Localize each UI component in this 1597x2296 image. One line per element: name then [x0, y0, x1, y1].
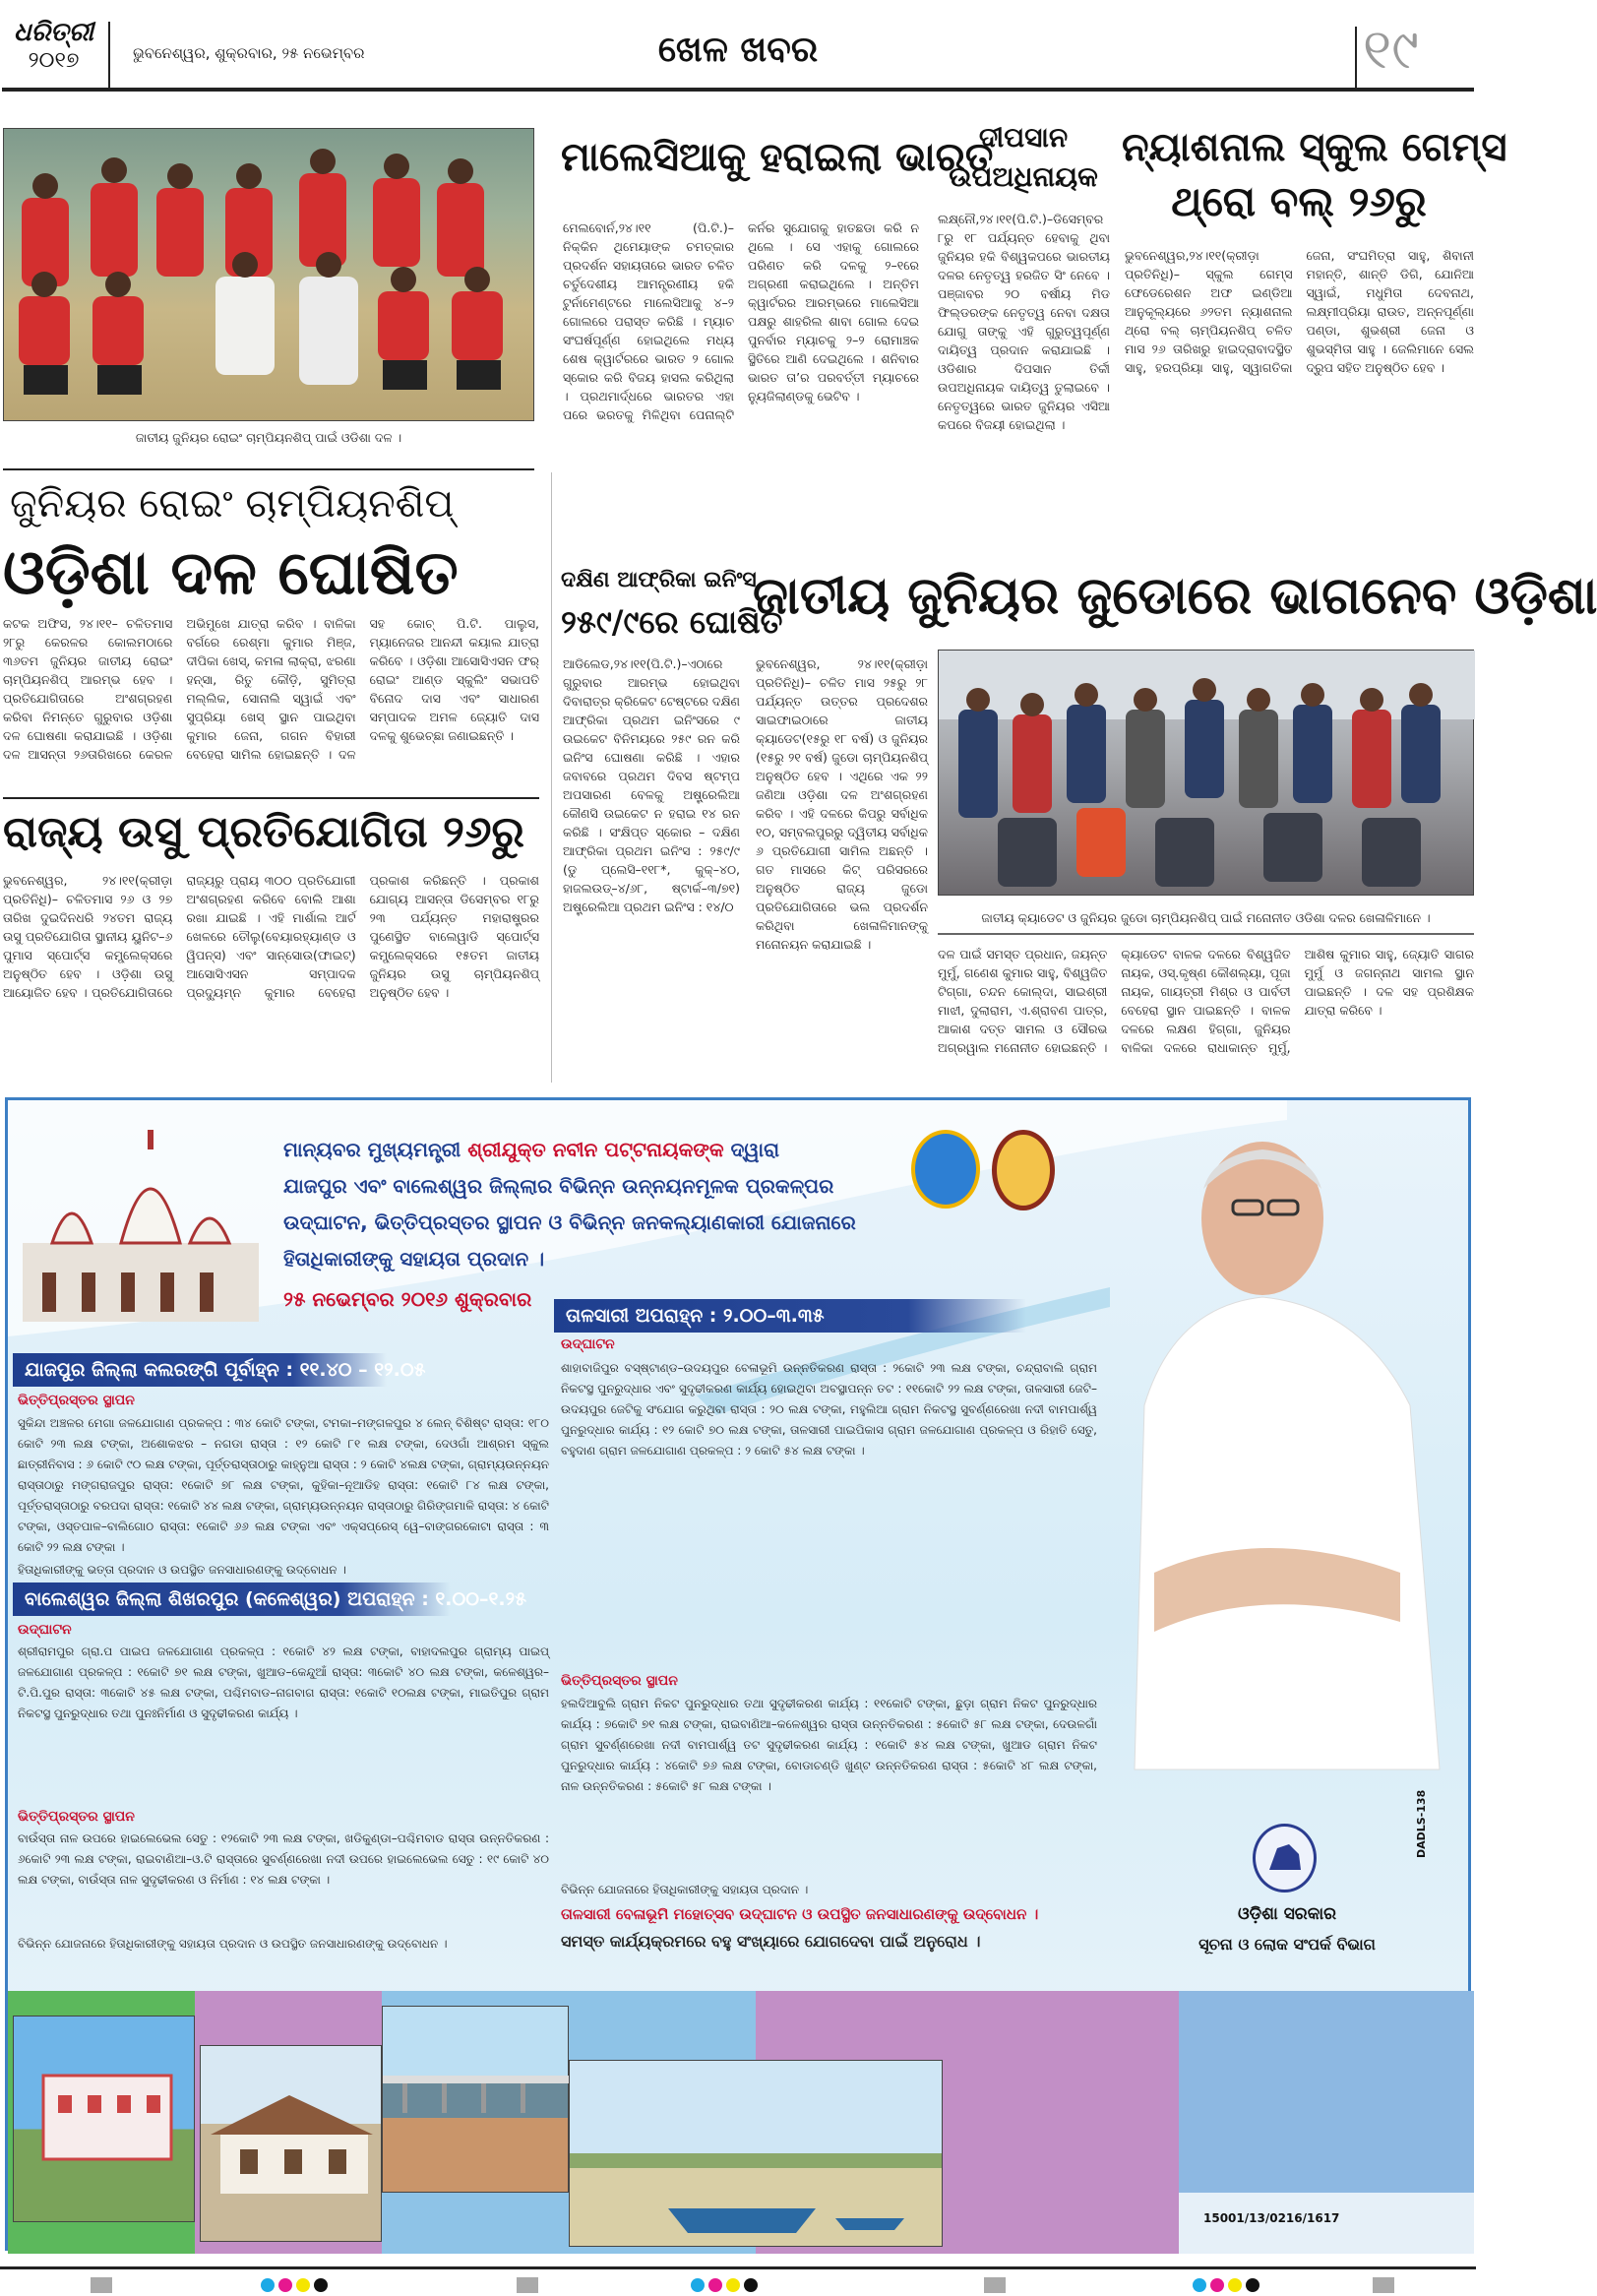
judo-article-body-left: ଭୁବନେଶ୍ୱର, ୨୪।୧୧(କ୍ରୀଡ଼ା ପ୍ରତିନିଧି)– ଚଳିତ ମାସ ୨୫ରୁ ୨୮ ପର୍ଯ୍ୟନ୍ତ ଉତ୍ତର ପ୍ରଦେଶର ସାଇଫାଇଠାରେ ଜାତୀୟ କ୍ୟାଡେଟ(୧୫ରୁ ୧୮ ବର୍ଷ) ଓ ଜୁନିୟର (୧୫ରୁ ୨୧ ବର୍ଷ) ଜୁଡୋ ଚାମ୍ପିୟନଶିପ୍ ଅନୁଷ୍ଠିତ ହେବ । ଏଥିରେ ଏକ ୨୨ ଜଣିଆ ଓଡ଼ିଶା ଦଳ ଅଂଶଗ୍ରହଣ କରିବ । ଏହି ଦଳରେ କିପରୁ ସର୍ବାଧିକ ୧୦, ସମ୍ବଲପୁରରୁ ଦ୍ୱିତୀୟ ସର୍ବାଧିକ ୬ ପ୍ରତିଯୋଗୀ ସାମିଲ ଅଛନ୍ତି । ଗତ ମାସରେ କିଟ୍ ପରିସରରେ ଅନୁଷ୍ଠିତ ରାଜ୍ୟ ଜୁଡୋ ପ୍ରତିଯୋଗିତାରେ ଭଲ ପ୍ରଦର୍ଶନ କରିଥିବା ଖେଳାଳିମାନଙ୍କୁ ମନୋନୟନ କରାଯାଇଛି । [756, 656, 928, 952]
judo-article-body-bottom: ଦଳ ପାଇଁ ସମସ୍ତ ପ୍ରଧାନ, ଜୟନ୍ତ ମୁର୍ମୁ, ଗଣେଶ କୁମାର ସାହୁ, ବିଶ୍ୱଜିତ ଟିଗ୍ଗା, ଚନ୍ଦନ କୋଲ୍ଦା, ସାଇଶ୍ରୀ ମାଝୀ, ଦୁଲାରାମ, ଏ.ଶ୍ରାବଣ ପାତ୍ର, ଆକାଶ ଦତ୍ତ ସାମଲ ଓ ସୌରଭ ଅଗ୍ରୱାଲ ମନୋନୀତ ହୋଇଛନ୍ତି । କ୍ୟାଡେଟ ବାଳକ ଦଳରେ ବିଶ୍ୱଜିତ ନାୟକ, ଓସ୍.କୃଷ୍ଣ କୌଶଲ୍ୟା, ପୂଜା ନାୟକ, ଗାୟତ୍ରୀ ମିଶ୍ର ଓ ପାର୍ବତୀ ବେହେରା ସ୍ଥାନ ପାଇଛନ୍ତି । ବାଳକ ଦଳରେ ଲକ୍ଷଣ ହିଗ୍ଗା, ଜୁନିୟର ବାଳିକା ଦଳରେ ରାଧାକାନ୍ତ ମୁର୍ମୁ, ଆଶିଷ କୁମାର ସାହୁ, ଜ୍ୟୋତି ସାଗର ମୁର୍ମୁ ଓ ଜଗନ୍ନାଥ ସାମଲ ସ୍ଥାନ ପାଇଛନ୍ତି । ଦଳ ସହ ପ୍ରଶିକ୍ଷକ ଯାତ୍ରା କରିବେ । [938, 947, 1474, 1055]
judo-players-image [939, 651, 1475, 897]
centenary-logo [911, 1130, 980, 1209]
building-photo-1 [13, 2016, 195, 2222]
rowing-headline: ଓଡ଼ିଶା ଦଳ ଘୋଷିତ [3, 536, 459, 608]
chief-minister-photo [1115, 1110, 1469, 1769]
rowing-kicker: ଜୁନିୟର ରୋଇଂ ଚାମ୍ପିୟନଶିପ୍ [10, 481, 455, 527]
team-figures-image [4, 129, 535, 422]
malaysia-article-body: ମେଲବୋର୍ନ,୨୪।୧୧ (ପି.ଟି.)– ନିକ୍କିନ ଥିମେୟାଙ୍କ ଚମତ୍କାର ପ୍ରଦର୍ଶନ ସହାୟତାରେ ଭାରତ ଚଳିତ ଚର୍ତୁଦେଶୀୟ ଆମନ୍ତ୍ରଣୀୟ ହକି ଟୁର୍ନାମେଣ୍ଟରେ ମାଲେସିଆକୁ ୪–୨ ଗୋଲରେ ପରାସ୍ତ କରିଛି । ମ୍ୟାଚ ସଂଘର୍ଷପୂର୍ଣ୍ଣ ହୋଇଥିଲେ ମଧ୍ୟ ଶେଷ କ୍ୱାର୍ଟରରେ ଭାରତ ୨ ଗୋଲ ସ୍କୋର କରି ବିଜୟ ହାସଲ କରିଥିଲା । ପ୍ରଥମାର୍ଦ୍ଧରେ ଭାରତର ଏହା ପରେ ଭରତକୁ ମିଳିଥିବା ପେନାଲ୍ଟି କର୍ନର ସୁଯୋଗକୁ ହାତଛଡା କରି ନ ଥିଲେ । ସେ ଏହାକୁ ଗୋଲରେ ପରିଣତ କରି ଦଳକୁ ୨–୧ରେ ଅଗ୍ରଣୀ କରାଇଥିଲେ । ଅନ୍ତିମ କ୍ୱାର୍ଟରର ଆରମ୍ଭରେ ମାଲେସିଆ ପକ୍ଷରୁ ଶାହରିଲ ଶାବା ଗୋଲ ଦେଇ ପୁନର୍ବାର ମ୍ୟାଚକୁ ୨–୨ ରୋମାଞ୍ଚକ ସ୍ଥିତିରେ ଆଣି ଦେଇଥିଲେ । ଶନିବାର ଭାରତ ତା’ର ପରବର୍ତ୍ତୀ ମ୍ୟାଚରେ ନ୍ୟୁଜିଲାଣ୍ଡକୁ ଭେଟିବ । [563, 220, 919, 422]
ad-headline-line: ଯାଜପୁର ଏବଂ ବାଲେଶ୍ୱର ଜିଲ୍ଲାର ବିଭିନ୍ନ ଉନ୍ନୟନମୂଳକ ପ୍ରକଳ୍ପର [283, 1174, 834, 1198]
project-photo-strip [8, 1991, 1474, 2254]
balasore-closing-text: ବିଭିନ୍ନ ଯୋଜନାରେ ହିତାଧିକାରୀଙ୍କୁ ସହାୟତା ପ୍ରଦାନ ଓ ଉପସ୍ଥିତ ଜନସାଧାରଣଙ୍କୁ ଉଦ୍‌ବୋଧନ । [18, 1937, 448, 1951]
judo-team-photo [938, 650, 1474, 896]
school-games-headline-1: ନ୍ୟାଶନାଲ ସ୍କୁଲ ଗେମ୍ସ [1122, 125, 1507, 170]
ad-headline-line: ହିତାଧିକାରୀଙ୍କୁ ସହାୟତା ପ୍ରଦାନ । [283, 1247, 545, 1271]
wushu-headline: ରାଜ୍ୟ ଉସୁ ପ୍ରତିଯୋଗିତା ୨୬ରୁ [3, 807, 524, 857]
talsari-foundation-label: ଭିତ୍ତିପ୍ରସ୍ତର ସ୍ଥାପନ [561, 1673, 678, 1689]
jajpur-projects-text: ସୁକିନ୍ଦା ଅଞ୍ଚଳର ମେଗା ଜଳଯୋଗାଣ ପ୍ରକଳ୍ପ : ୩୪ କୋଟି ଟଙ୍କା, ଟମକା–ମଙ୍ଗଳପୁର ୪ ଲେନ୍ ବିଶିଷ୍ଟ ରାସ୍ତା: ୧୮୦ କୋଟି ୨୩ ଲକ୍ଷ ଟଙ୍କା, ଅଶୋକଝର – ନଗଡା ରାସ୍ତା : ୧୨ କୋଟି ୮୧ ଲକ୍ଷ ଟଙ୍କା, ଦେଓଗାଁ ଆଶ୍ରମ ସ୍କୁଲ ଛାତ୍ରୀନିବାସ : ୬ କୋଟି ୯୦ ଲକ୍ଷ ଟଙ୍କା, ପୂର୍ତ୍ତରାସ୍ତାଠାରୁ କାହ୍ନୁଆ ରାସ୍ତା : ୨ କୋଟି ୪ଲକ୍ଷ ଟଙ୍କା, ଗ୍ରାମ୍ୟଉନ୍ନୟନ ରାସ୍ତାଠାରୁ ମଙ୍ଗରାଜପୁର ରାସ୍ତା: ୧କୋଟି ୭୮ ଲକ୍ଷ ଟଙ୍କା, କୁହିକା–ନୂଆଡିହ ରାସ୍ତା: ୧କୋଟି ୮୪ ଲକ୍ଷ ଟଙ୍କା, ପୂର୍ତ୍ତରାସ୍ତାଠାରୁ ବରପଦା ରାସ୍ତା: ୧କୋଟି ୪୪ ଲକ୍ଷ ଟଙ୍କା, ଗ୍ରାମ୍ୟଉନ୍ନୟନ ରାସ୍ତାଠାରୁ ଗିରିଙ୍ଗମାଳି ରାସ୍ତା: ୪ କୋଟି ଟଙ୍କା, ଓସ୍ତପାଳ–ବାଲିଗୋଠ ରାସ୍ତା: ୧କୋଟି ୬୬ ଲକ୍ଷ ଟଙ୍କା ଏବଂ ଏକ୍ସପ୍ରେସ୍ ୱେ–ବାଙ୍ଗରକୋଟା ରାସ୍ତା : ୩ କୋଟି ୨୨ ଲକ୍ଷ ଟଙ୍କା । [18, 1416, 549, 1554]
building-photo-2 [200, 2045, 382, 2242]
school-games-article-body: ଭୁବନେଶ୍ୱର,୨୪।୧୧(କ୍ରୀଡ଼ା ପ୍ରତିନିଧି)– ସ୍କୁଲ ଗେମ୍ସ ଫେଡେରେଶନ ଅଫ ଇଣ୍ଡିଆ ଆନୁକୂଲ୍ୟରେ ୬୨ତମ ନ୍ୟାଶନାଲ ଥ୍ରୋ ବଲ୍ ଚାମ୍ପିୟନଶିପ୍ ଚଳିତ ମାସ ୨୬ ତାରିଖରୁ ହାଇଦ୍ରାବାଦସ୍ଥିତ ସାହୁ, ହରପ୍ରିୟା ସାହୁ, ସ୍ୱାଗତିକା ଜେନା, ସଂଘମିତ୍ରା ସାହୁ, ଶିବାନୀ ମହାନ୍ତି, ଶାନ୍ତି ଡିଗି, ଯୋନିଆ ସ୍ୱାଇଁ, ମଧୁମିତା ଦେବନାଥ, ଲକ୍ଷ୍ମୀପ୍ରିୟା ରାଉତ, ଅନ୍ନପୂର୍ଣ୍ଣା ପଣ୍ଡା, ଶୁଭଶ୍ରୀ ଜେନା ଓ ଶୁଭସ୍ମିତା ସାହୁ । ଜେଲିମାନେ ସେଲ ଦ୍ରୁପ ସହିତ ଅନୁଷ୍ଠିତ ହେବ । [1125, 248, 1474, 375]
judo-headline: ଜାତୀୟ ଜୁନିୟର ଜୁଡୋରେ ଭାଗନେବ ଓଡ଼ିଶା [753, 567, 1597, 626]
deepsan-headline-2: ଉପଅଧିନାୟକ [949, 160, 1098, 193]
ad-headline-line: ଉଦ୍‌ଘାଟନ, ଭିତ୍ତିପ୍ରସ୍ତର ସ୍ଥାପନ ଓ ବିଭିନ୍ନ ଜନକଲ୍ୟାଣକାରୀ ଯୋଜନାରେ [283, 1210, 856, 1234]
beach-boats-photo [569, 2060, 943, 2247]
dadls-code: DADLS-138 [1415, 1789, 1428, 1858]
ad-headline [283, 1132, 913, 1318]
jajpur-foundation-label: ଭିତ୍ତିପ୍ରସ୍ତର ସ୍ଥାପନ [18, 1393, 135, 1408]
department-name: ସୂଚନା ଓ ଲୋକ ସଂପର୍କ ବିଭାଗ [1198, 1935, 1376, 1954]
talsari-projects-text: ଶାହାବାଜିପୁର ବସ୍‌ଷ୍ଟାଣ୍ଡ–ଉଦୟପୁର ବେଳାଭୂମି ଉନ୍ନତିକରଣ ରାସ୍ତା : ୨କୋଟି ୨୩ ଲକ୍ଷ ଟଙ୍କା, ଚନ୍ଦ୍ରାବାଲି ଗ୍ରାମ ନିକଟସ୍ଥ ପୁନରୁଦ୍ଧାର ଏବଂ ସୁଦୃଢୀକରଣ କାର୍ଯ୍ୟ ହୋଇଥିବା ଅବସ୍ଥାପନ୍ନ ତଟ : ୧୧କୋଟି ୨୨ ଲକ୍ଷ ଟଙ୍କା, ତାଳସାରୀ ଜେଟି– ଉଦୟପୁର ଜେଟିକୁ ସଂଯୋଗ କରୁଥିବା ରାସ୍ତା : ୨୦ ଲକ୍ଷ ଟଙ୍କା, ମହୁଲିଆ ଗ୍ରାମ ନିକଟସ୍ଥ ସୁବର୍ଣ୍ଣରେଖା ନଦୀ ବାମପାର୍ଶ୍ୱ ପୁନରୁଦ୍ଧାର କାର୍ଯ୍ୟ : ୧୨ କୋଟି ୭୦ ଲକ୍ଷ ଟଙ୍କା, ତାଳସାରୀ ପାଇପିକାସ ଗ୍ରାମ ଜଳଯୋଗାଣ ପ୍ରକଳ୍ପ ଓ ରିହାତି ସେତୁ, ବହୁଦାଣ ଗ୍ରାମ ଜଳଯୋଗାଣ ପ୍ରକଳ୍ପ : ୨ କୋଟି ୫୪ ଲକ୍ଷ ଟଙ୍କା । [561, 1361, 1097, 1458]
page-number: ୧୯ [1363, 18, 1420, 82]
dateline: ଭୁବନେଶ୍ୱର, ଶୁକ୍ରବାର, ୨୫ ନଭେମ୍ବର [133, 44, 365, 62]
government-advertisement [5, 1097, 1471, 2251]
balasore-foundation-label: ଭିତ୍ତିପ୍ରସ୍ତର ସ୍ଥାପନ [18, 1809, 135, 1825]
talsari-festival-text: ତାଳସାରୀ ବେଳାଭୂମି ମହୋତ୍ସବ ଉଦ୍‌ଘାଟନ ଓ ଉପସ୍ଥିତ ଜନସାଧାରଣଙ୍କୁ ଉଦ୍‌ବୋଧନ । [561, 1905, 1039, 1923]
rowing-photo-caption: ଜାତୀୟ ଜୁନିୟର ରୋଇଂ ଚାମ୍ପିୟନଶିପ୍ ପାଇଁ ଓଡିଶା ଦଳ । [135, 430, 402, 445]
judo-photo-caption: ଜାତୀୟ କ୍ୟାଡେଟ ଓ ଜୁନିୟର ଜୁଡୋ ଚାମ୍ପିୟନଶିପ୍ ପାଇଁ ମନୋନୀତ ଓଡିଶା ଦଳର ଖେଳାଳିମାନେ । [981, 910, 1431, 925]
balasore-schedule-band: ବାଲେଶ୍ୱର ଜିଲ୍ଲା ଶିଖରପୁର (କଳେଶ୍ୱର) ଅପରାହ୍ନ : ୧.୦୦–୧.୨୫ [13, 1582, 451, 1616]
attendance-appeal-text: ସମସ୍ତ କାର୍ଯ୍ୟକ୍ରମରେ ବହୁ ସଂଖ୍ୟାରେ ଯୋଗଦେବା ପାଇଁ ଅନୁରୋଧ । [561, 1932, 981, 1951]
south-africa-article-body: ଆଡିଲେଡ,୨୪।୧୧(ପି.ଟି.)–ଏଠାରେ ଗୁରୁବାର ଆରମ୍ଭ ହୋଇଥିବା ଦିବାରାତ୍ର କ୍ରିକେଟ ଟେଷ୍ଟରେ ଦକ୍ଷିଣ ଆଫ୍ରିକା ପ୍ରଥମ ଇନିଂସରେ ୯ ଉଇକେଟ ବିନିମୟରେ ୨୫୯ ରନ କରି ଇନିଂସ ଘୋଷଣା କରିଛି । ଏହାର ଜବାବରେ ପ୍ରଥମ ଦିବସ ଷ୍ଟମ୍ପ ଅପସାରଣ ବେଳକୁ ଅଷ୍ଟ୍ରେଲିଆ କୌଣସି ଉଇକେଟ ନ ହରାଇ ୧୪ ରନ କରିଛି । ସଂକ୍ଷିପ୍ତ ସ୍କୋର – ଦକ୍ଷିଣ ଆଫ୍ରିକା ପ୍ରଥମ ଇନିଂସ : ୨୫୯/୯ (ଡୁ ପ୍ଲେସି–୧୧୮*, କୁକ୍–୪୦, ହାଜଲଉଡ୍–୪/୬୮, ଷ୍ଟାର୍କ–୩/୭୧) ଅଷ୍ଟ୍ରେଲିଆ ପ୍ରଥମ ଇନିଂସ : ୧୪/୦ [563, 656, 740, 914]
deepsan-article-body: ଲକ୍ଷ୍ନୌ,୨୪।୧୧(ପି.ଟି.)–ଡିସେମ୍ବର ୮ରୁ ୧୮ ପର୍ଯ୍ୟନ୍ତ ହେବାକୁ ଥିବା ଜୁନିୟର ହକି ବିଶ୍ୱକପରେ ଭାରତୀୟ ଦଳର ନେତୃତ୍ୱ ହରଜିତ ସିଂ ନେବେ । ପଞ୍ଜାବର ୨୦ ବର୍ଷୀୟ ମିଡ ଫିଲ୍ଡରଙ୍କ ନେତୃତ୍ୱ ନେବା ଦକ୍ଷତା ଯୋଗୁ ତାଙ୍କୁ ଏହି ଗୁରୁତ୍ୱପୂର୍ଣ୍ଣ ଦାୟିତ୍ୱ ପ୍ରଦାନ କରାଯାଇଛି । ଓଡିଶାର ଦିପସାନ ତିର୍କୀ ଉପଅଧିନାୟକ ଦାୟିତ୍ୱ ତୁଲାଇବେ । ନେତୃତ୍ୱରେ ଭାରତ ଜୁନିୟର ଏସିଆ କପରେ ବିଜୟୀ ହୋଇଥିଲା । [938, 212, 1110, 432]
print-registration-marks [0, 2277, 1476, 2296]
logo-year: ୨୦୧୭ [28, 48, 80, 73]
balasore-inauguration-label: ଉଦ୍‌ଘାଟନ [18, 1622, 72, 1638]
talsari-schedule-band: ତାଳସାରୀ ଅପରାହ୍ନ : ୨.୦୦–୩.୩୫ [554, 1299, 1026, 1333]
temple-image [13, 1125, 264, 1322]
ad-reference-number: 15001/13/0216/1617 [1203, 2211, 1340, 2225]
ad-headline-by: ଦ୍ୱାରା [730, 1138, 779, 1161]
section-title: ଖେଳ ଖବର [657, 30, 819, 70]
malaysia-headline: ମାଲେସିଆକୁ ହରାଇଲା ଭାରତ [561, 135, 994, 180]
south-africa-headline-1: ଦକ୍ଷିଣ ଆଫ୍ରିକା ଇନିଂସ [561, 568, 757, 592]
school-games-headline-2: ଥ୍ରୋ ବଲ୍ ୨୬ରୁ [1171, 177, 1427, 225]
jajpur-schedule-band: ଯାଜପୁର ଜିଲ୍ଲା କଲରଙ୍ଗି ପୂର୍ବାହ୍ନ : ୧୧.୪୦ – ୧୨.୦୫ [13, 1353, 387, 1387]
masthead [0, 0, 1476, 93]
talsari-inauguration-label: ଉଦ୍‌ଘାଟନ [561, 1336, 615, 1352]
balasore-foundation-text: ବାଉଁସ୍ତା ନାଳ ଉପରେ ହାଇଲେଭେଲ ସେତୁ : ୧୨କୋଟି ୨୩ ଲକ୍ଷ ଟଙ୍କା, ଖଡିକୁଣ୍ଡା–ପଶ୍ଚିମବାଡ ରାସ୍ତା ଉନ୍ନତିକରଣ : ୬କୋଟି ୨୩ ଲକ୍ଷ ଟଙ୍କା, ରାଇବାଣିଆ–ଓ.ଟି ରାସ୍ତାରେ ସୁବର୍ଣ୍ଣରେଖା ନଦୀ ଉପରେ ହାଇଲେଭେଲ ସେତୁ : ୧୯ କୋଟି ୪୦ ଲକ୍ଷ ଟଙ୍କା, ବାଉଁସ୍ତା ନାଳ ସୁଦୃଢୀକରଣ ଓ ନିର୍ମାଣ : ୧୪ ଲକ୍ଷ ଟଙ୍କା । [18, 1831, 549, 1887]
deepsan-headline-1: ଦୀପସାନ [978, 121, 1069, 154]
talsari-foundation-text: ହଲଦିଆବୁଲି ଗ୍ରାମ ନିକଟ ପୁନରୁଦ୍ଧାର ତଥା ସୁଦୃଢୀକରଣ କାର୍ଯ୍ୟ : ୧୧କୋଟି ଟଙ୍କା, ଛୁଡ଼ା ଗ୍ରାମ ନିକଟ ପୁନରୁଦ୍ଧାର କାର୍ଯ୍ୟ : ୭କୋଟି ୭୧ ଲକ୍ଷ ଟଙ୍କା, ରାଇବାଣିଆ–କଳେଶ୍ୱର ରାସ୍ତା ଉନ୍ନତିକରଣ : ୫କୋଟି ୫୮ ଲକ୍ଷ ଟଙ୍କା, ଦେଉଳଗାଁ ଗ୍ରାମ ସୁବର୍ଣ୍ଣରେଖା ନଦୀ ବାମପାର୍ଶ୍ୱ ତଟ ସୁଦୃଢୀକରଣ କାର୍ଯ୍ୟ : ୧କୋଟି ୫୪ ଲକ୍ଷ ଟଙ୍କା, ଖୁଆଡ ଗ୍ରାମ ନିକଟ ପୁନରୁଦ୍ଧାର କାର୍ଯ୍ୟ : ୪କୋଟି ୭୬ ଲକ୍ଷ ଟଙ୍କା, ବୋଡାଚଣ୍ଡି ଖୁଣ୍ଟ ଉନ୍ନତିକରଣ ରାସ୍ତା : ୫କୋଟି ୪୮ ଲକ୍ଷ ଟଙ୍କା, ନାଳ ଉନ୍ନତିକରଣ : ୫କୋଟି ୫୮ ଲକ୍ଷ ଟଙ୍କା । [561, 1697, 1097, 1793]
wushu-article-body: ଭୁବନେଶ୍ୱର, ୨୪।୧୧(କ୍ରୀଡ଼ା ପ୍ରତିନିଧି)– ଚଳିତମାସ ୨୬ ଓ ୨୭ ତାରିଖ ଦୁଇଦିନଧରି ୨୪ତମ ରାଜ୍ୟ ଉସୁ ପ୍ରତିଯୋଗିତା ସ୍ଥାନୀୟ ୟୁନିଟ–୬ ପୁମାସ ସ୍ପୋର୍ଟ୍ସ କମ୍ପ୍ଲେକ୍ସରେ ଅନୁଷ୍ଠିତ ହେବ । ଓଡ଼ିଶା ଉସୁ ଆୟୋଜିତ ହେବ । ପ୍ରତିଯୋଗିତାରେ ରାଜ୍ୟରୁ ପ୍ରାୟ ୩୦୦ ପ୍ରତିଯୋଗୀ ଅଂଶଗ୍ରହଣ କରିବେ ବୋଲି ଆଶା ରଖା ଯାଇଛି । ଏହି ମାର୍ଶାଲ ଆର୍ଟ ଖେଳରେ ତୌଲୁ(ବେୟାରହ୍ୟାଣ୍ଡ ଓ ୱିପନ୍ସ) ଏବଂ ସାନ୍ସୋଉ(ଫାଇଟ୍) ଆସୋସିଏସନ ସମ୍ପାଦକ ପ୍ରଦ୍ୟୁମ୍ନ କୁମାର ବେହେରା ପ୍ରକାଶ କରିଛନ୍ତି । ପ୍ରକାଶ ଯୋଗ୍ୟ ଆସନ୍ତା ଡିସେମ୍ବର ୧୮ରୁ ୨୩ ପର୍ଯ୍ୟନ୍ତ ମହାରାଷ୍ଟ୍ରର ପୁଣେସ୍ଥିତ ବାଲେୱାଡି ସ୍ପୋର୍ଟ୍ସ କମ୍ପ୍ଲେକ୍ସରେ ୧୫ତମ ଜାତୀୟ ଜୁନିୟର ଉସୁ ଚାମ୍ପିୟନଶିପ୍ ଅନୁଷ୍ଠିତ ହେବ । [3, 873, 539, 1000]
odisha-government-seal [1253, 1824, 1317, 1893]
ad-headline-name: ଶ୍ରୀଯୁକ୍ତ ନବୀନ ପଟ୍ଟନାୟକଙ୍କ [467, 1138, 724, 1161]
talsari-closing-text: ବିଭିନ୍ନ ଯୋଜନାରେ ହିତାଧିକାରୀଙ୍କୁ ସହାୟତା ପ୍ରଦାନ । [561, 1883, 809, 1896]
odisha-map-logo [992, 1130, 1055, 1210]
newspaper-logo [2, 18, 105, 73]
logo-text: ଧରିତ୍ରୀ [13, 18, 94, 47]
govt-name: ଓଡ଼ିଶା ସରକାର [1237, 1904, 1337, 1924]
bridge-photo [382, 2006, 569, 2193]
ad-date-line: ୨୫ ନଭେମ୍ବର ୨୦୧୬ ଶୁକ୍ରବାର [283, 1287, 532, 1311]
rowing-team-photo [3, 128, 534, 421]
balasore-projects-text: ଶ୍ରୀରାମପୁର ଗ୍ରା.ପ ପାଇପ ଜଳଯୋଗାଣ ପ୍ରକଳ୍ପ : ୧କୋଟି ୪୨ ଲକ୍ଷ ଟଙ୍କା, ବାହାଦଲପୁର ଗ୍ରାମ୍ୟ ପାଇପ୍ ଜଳଯୋଗାଣ ପ୍ରକଳ୍ପ : ୧କୋଟି ୭୧ ଲକ୍ଷ ଟଙ୍କା, ଖୁଆଡ–କେନ୍ଦୁଆଁ ରାସ୍ତା: ୩କୋଟି ୪୦ ଲକ୍ଷ ଟଙ୍କା, କଳେଶ୍ୱର–ଟି.ପି.ପୁର ରାସ୍ତା: ୩କୋଟି ୪୫ ଲକ୍ଷ ଟଙ୍କା, ପଶ୍ଚିମବାଡ–ନାଗବାଗ ରାସ୍ତା: ୧କୋଟି ୧୦ଲକ୍ଷ ଟଙ୍କା, ମାଇତିପୁର ଗ୍ରାମ ନିକଟସ୍ଥ ପୁନରୁଦ୍ଧାର ତଥା ପୁନଃନିର୍ମାଣ ଓ ସୁଦୃଢୀକରଣ କାର୍ଯ୍ୟ । [18, 1644, 549, 1720]
ad-headline-title: ମାନ୍ୟବର ମୁଖ୍ୟମନ୍ତ୍ରୀ [283, 1138, 461, 1161]
rowing-article-body: କଟକ ଅଫିସ, ୨୪।୧୧– ଚଳିତମାସ ୨୮ରୁ କେରଳର କୋଲମଠାରେ ୩୬ତମ ଜୁନିୟର ଜାତୀୟ ରୋଇଂ ଚାମ୍ପିୟନଶିପ୍ ଆରମ୍ଭ ହେବ । ପ୍ରତିଯୋଗିତାରେ ଅଂଶଗ୍ରହଣ କରିବା ନିମନ୍ତେ ଗୁରୁବାର ଓଡ଼ିଶା ଦଳ ଘୋଷଣା କରାଯାଇଛି । ଓଡ଼ିଶା ଦଳ ଆସନ୍ତା ୨୬ତାରିଖରେ କେରଳ ଅଭିମୁଖେ ଯାତ୍ରା କରିବ । ବାଳିକା ବର୍ଗରେ ରେଶ୍ମା କୁମାର ମିଞ୍ଜ, ଦୀପିକା ଖେସ୍, କମଳା ଲାକ୍ରା, ଝରଣା ହନ୍ସା, ରିତୁ କୌଡ଼ି, ସୁମିତ୍ରା ମଲ୍ଲିକ, ସୋନାଲି ସ୍ୱାଇଁ ଏବଂ ସୁପ୍ରିୟା ଖେସ୍ ସ୍ଥାନ ପାଇଥିବା କୁମାର ଜେନା, ଗଗନ ବିହାରୀ ବେହେରା ସାମିଲ ହୋଇଛନ୍ତି । ଦଳ ସହ କୋଚ୍ ପି.ଟି. ପାଲୁସ, ମ୍ୟାନେଜର ଆନନ୍ଦୀ କୟାଲ ଯାତ୍ରା କରିବେ । ଓଡ଼ିଶା ଆସୋସିଏସନ ଫର୍ ରୋଇଂ ଆଣ୍ଡ ସ୍କୁଲିଂ ସଭାପତି ବିନୋଦ ଦାସ ଏବଂ ସାଧାରଣ ସମ୍ପାଦକ ଅମଳ ଜ୍ୟୋତି ଦାସ ଦଳକୁ ଶୁଭେଚ୍ଛା ଜଣାଇଛନ୍ତି । [3, 616, 539, 762]
jajpur-closing-text: ହିତାଧିକାରୀଙ୍କୁ ଭତ୍ତା ପ୍ରଦାନ ଓ ଉପସ୍ଥିତ ଜନସାଧାରଣଙ୍କୁ ଉଦ୍‌ବୋଧନ । [18, 1563, 346, 1577]
south-africa-headline-2: ୨୫୯/୯ରେ ଘୋଷିତ [561, 603, 783, 641]
